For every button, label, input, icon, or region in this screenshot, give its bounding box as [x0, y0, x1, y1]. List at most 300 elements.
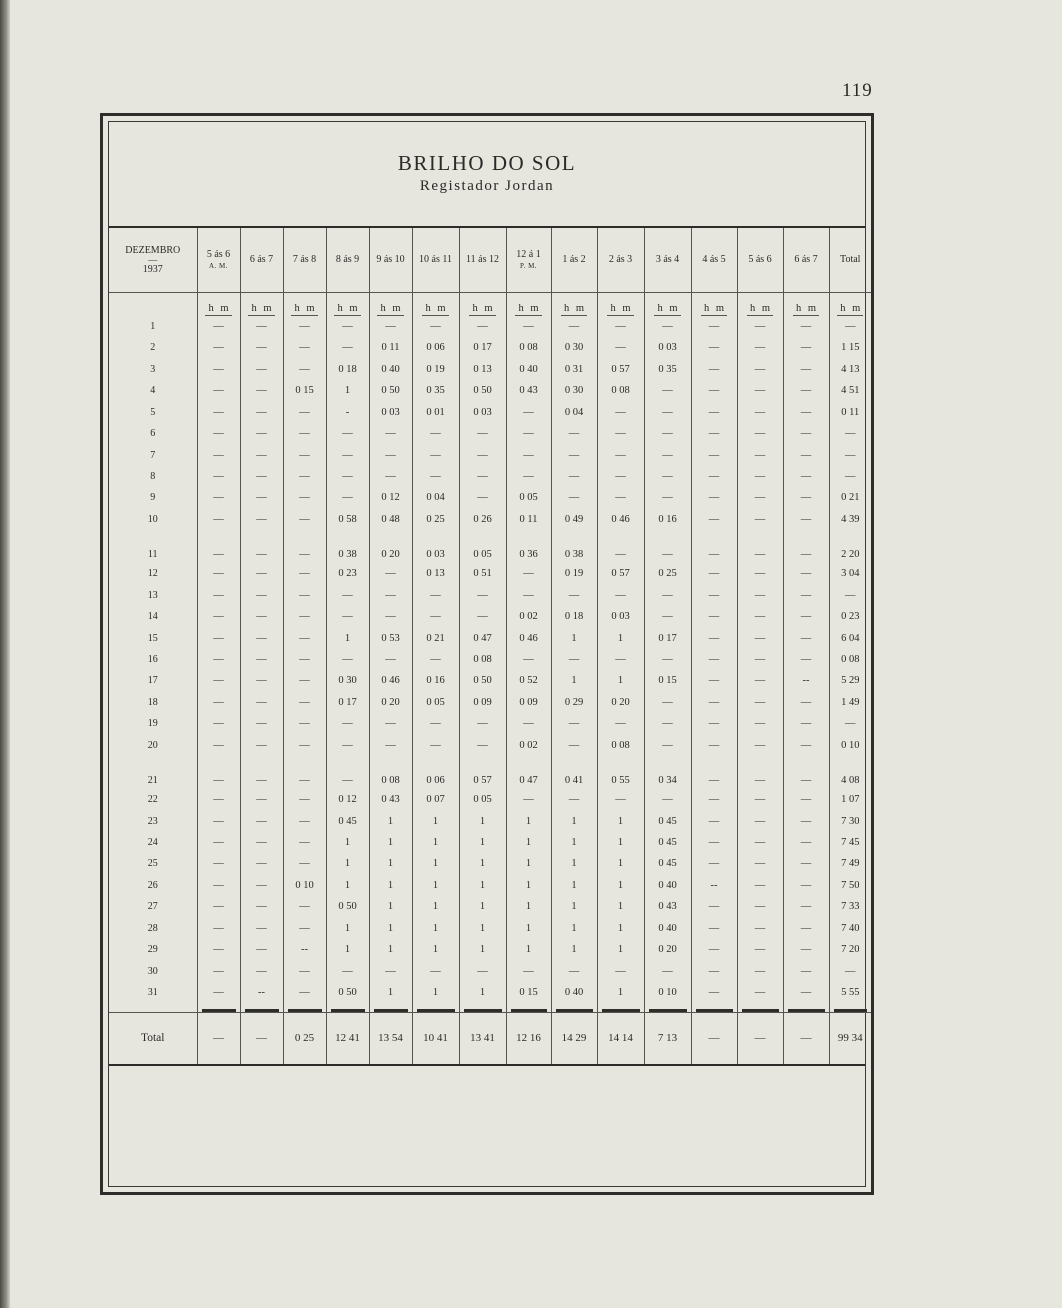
table-cell: — — [326, 444, 369, 465]
table-cell: — — [197, 961, 240, 982]
table-cell: 1 — [412, 939, 459, 960]
table-row — [109, 789, 871, 810]
table-cell: — — [197, 606, 240, 627]
table-cell: — — [240, 649, 283, 670]
table-cell: 0 03 — [597, 606, 644, 627]
table-cell: 1 — [459, 875, 506, 896]
table-cell: — — [737, 756, 783, 789]
table-cell: 0 55 — [597, 756, 644, 789]
table-cell: 0 51 — [459, 563, 506, 584]
unit-label: h m — [205, 303, 231, 316]
table-cell: — — [197, 939, 240, 960]
table-cell: 0 45 — [644, 853, 691, 874]
table-cell: 0 45 — [326, 810, 369, 831]
table-cell: — — [783, 584, 829, 605]
table-cell: — — [197, 918, 240, 939]
table-cell: — — [197, 316, 240, 337]
table-cell: — — [197, 756, 240, 789]
table-cell: 0 57 — [597, 563, 644, 584]
total-separator-cell — [551, 1004, 597, 1013]
table-cell: — — [459, 316, 506, 337]
unit-cell — [369, 293, 412, 316]
table-cell: — — [691, 423, 737, 444]
table-cell: — — [691, 735, 737, 756]
table-cell: 7 30 — [829, 810, 871, 831]
table-cell: 0 46 — [597, 509, 644, 530]
table-cell: — — [783, 606, 829, 627]
month-separator: — — [148, 255, 158, 265]
table-cell: — — [197, 789, 240, 810]
day-number: 27 — [147, 901, 158, 913]
table-cell: 0 13 — [412, 563, 459, 584]
table-cell: — — [197, 832, 240, 853]
table-row — [109, 939, 871, 960]
table-cell: 0 12 — [326, 789, 369, 810]
table-cell: — — [644, 444, 691, 465]
table-cell: — — [369, 713, 412, 734]
table-cell: 1 — [369, 918, 412, 939]
unit-cell — [829, 293, 871, 316]
table-cell: — — [737, 380, 783, 401]
day-number: 15 — [147, 632, 158, 644]
table-cell: — — [691, 832, 737, 853]
table-cell: 1 — [369, 832, 412, 853]
total-cell: — — [783, 1012, 829, 1064]
table-cell: — — [326, 466, 369, 487]
total-separator-cell — [283, 1004, 326, 1013]
total-cell: 99 34 — [829, 1012, 871, 1064]
unit-cell — [326, 293, 369, 316]
total-separator-cell — [240, 1004, 283, 1013]
table-cell: 1 — [551, 896, 597, 917]
table-cell: — — [737, 466, 783, 487]
table-cell: 1 — [369, 875, 412, 896]
table-cell: 7 33 — [829, 896, 871, 917]
unit-label: h m — [607, 303, 633, 316]
table-cell: 1 — [412, 875, 459, 896]
table-cell: — — [597, 423, 644, 444]
table-cell: — — [737, 832, 783, 853]
table-row — [109, 756, 871, 789]
table-cell: — — [506, 563, 551, 584]
table-row — [109, 627, 871, 648]
table-cell: — — [737, 316, 783, 337]
table-cell: 1 — [506, 875, 551, 896]
table-cell: — — [197, 337, 240, 358]
table-cell: 0 23 — [829, 606, 871, 627]
table-cell: — — [829, 961, 871, 982]
unit-cell — [240, 293, 283, 316]
table-cell: 0 52 — [506, 670, 551, 691]
table-cell: — — [412, 584, 459, 605]
table-cell: — — [783, 789, 829, 810]
table-cell: 1 — [506, 853, 551, 874]
table-cell: 0 02 — [506, 606, 551, 627]
table-cell: — — [412, 713, 459, 734]
table-cell: 1 — [459, 853, 506, 874]
column-header-label: 1 ás 2 — [562, 254, 586, 266]
table-cell: — — [829, 316, 871, 337]
day-number: 8 — [150, 471, 156, 483]
table-cell: — — [240, 584, 283, 605]
table-cell: — — [737, 358, 783, 379]
table-cell: — — [551, 735, 597, 756]
table-cell: — — [737, 789, 783, 810]
table-cell: — — [240, 337, 283, 358]
table-cell: — — [691, 713, 737, 734]
units-row — [109, 293, 871, 316]
table-cell: 0 41 — [551, 756, 597, 789]
table-cell: — — [597, 337, 644, 358]
table-cell: — — [283, 832, 326, 853]
table-cell: — — [783, 756, 829, 789]
table-cell: — — [737, 735, 783, 756]
table-cell: — — [240, 466, 283, 487]
table-cell: 1 07 — [829, 789, 871, 810]
unit-label: h m — [654, 303, 680, 316]
table-cell: 0 21 — [829, 487, 871, 508]
table-cell: — — [197, 692, 240, 713]
table-cell: — — [783, 627, 829, 648]
total-cell: 7 13 — [644, 1012, 691, 1064]
table-cell: — — [551, 487, 597, 508]
table-cell: — — [597, 487, 644, 508]
table-cell: 1 — [597, 810, 644, 831]
table-cell: 1 — [551, 853, 597, 874]
table-cell: — — [783, 982, 829, 1003]
table-cell: 1 — [326, 380, 369, 401]
total-cell: 12 41 — [326, 1012, 369, 1064]
table-cell: — — [691, 563, 737, 584]
table-cell: 1 — [326, 918, 369, 939]
table-cell: — — [197, 487, 240, 508]
table-cell: 1 — [369, 810, 412, 831]
table-cell: — — [783, 423, 829, 444]
table-cell: 1 — [597, 853, 644, 874]
table-cell: — — [691, 810, 737, 831]
table-cell: 0 46 — [369, 670, 412, 691]
table-cell: 0 10 — [644, 982, 691, 1003]
table-cell: 0 40 — [369, 358, 412, 379]
table-cell: 0 03 — [459, 401, 506, 422]
table-cell: — — [326, 735, 369, 756]
column-header-label: 7 ás 8 — [292, 254, 317, 266]
table-cell: — — [506, 444, 551, 465]
table-cell: — — [829, 444, 871, 465]
table-cell: — — [783, 939, 829, 960]
column-header — [506, 228, 551, 293]
table-cell: — — [506, 423, 551, 444]
table-cell: — — [283, 692, 326, 713]
table-cell: — — [644, 713, 691, 734]
table-cell: — — [197, 466, 240, 487]
table-cell: — — [412, 649, 459, 670]
table-cell: — — [737, 337, 783, 358]
table-cell: — — [506, 316, 551, 337]
table-cell: — — [240, 487, 283, 508]
day-number: 9 — [150, 492, 156, 504]
day-number: 31 — [147, 987, 158, 999]
table-cell: — — [783, 896, 829, 917]
day-number: 4 — [150, 385, 156, 397]
table-cell: — — [783, 358, 829, 379]
table-cell: 4 13 — [829, 358, 871, 379]
table-cell: — — [691, 530, 737, 563]
table-cell: 1 — [459, 939, 506, 960]
table-cell: 0 50 — [326, 896, 369, 917]
table-cell: — — [737, 961, 783, 982]
day-number: 2 — [150, 342, 156, 354]
table-cell: 0 20 — [597, 692, 644, 713]
table-cell: — — [691, 982, 737, 1003]
table-cell: 1 — [597, 918, 644, 939]
table-row — [109, 832, 871, 853]
table-cell: 7 20 — [829, 939, 871, 960]
bottom-rule — [109, 1064, 865, 1066]
year-label: 1937 — [142, 264, 163, 275]
table-cell: — — [691, 316, 737, 337]
table-cell: — — [326, 337, 369, 358]
table-cell: — — [551, 423, 597, 444]
unit-label: h m — [334, 303, 360, 316]
total-separator-cell — [326, 1004, 369, 1013]
table-row — [109, 316, 871, 337]
table-cell: 1 — [459, 896, 506, 917]
table-cell: 1 — [412, 853, 459, 874]
table-cell: — — [283, 713, 326, 734]
table-cell: — — [506, 961, 551, 982]
table-cell: — — [737, 444, 783, 465]
table-cell: — — [737, 509, 783, 530]
day-number: 16 — [147, 654, 158, 666]
day-number: 24 — [147, 837, 158, 849]
table-cell: 1 — [369, 896, 412, 917]
table-cell: — — [829, 713, 871, 734]
table-cell: — — [737, 692, 783, 713]
table-cell: 5 29 — [829, 670, 871, 691]
table-cell: — — [369, 735, 412, 756]
table-cell: — — [597, 789, 644, 810]
table-cell: — — [737, 563, 783, 584]
table-cell: — — [644, 487, 691, 508]
table-cell: 1 15 — [829, 337, 871, 358]
table-cell: — — [737, 584, 783, 605]
table-cell: 1 — [412, 832, 459, 853]
table-cell: — — [283, 316, 326, 337]
total-separator-cell — [197, 1004, 240, 1013]
table-cell: 0 10 — [283, 875, 326, 896]
table-cell: 0 03 — [412, 530, 459, 563]
table-cell: 0 16 — [644, 509, 691, 530]
unit-label: h m — [747, 303, 773, 316]
table-cell: 7 50 — [829, 875, 871, 896]
table-cell: 0 01 — [412, 401, 459, 422]
column-header-label: 12 á 1 — [516, 248, 541, 260]
table-cell: — — [783, 563, 829, 584]
table-cell: — — [240, 735, 283, 756]
table-cell: 0 05 — [459, 530, 506, 563]
table-cell: — — [691, 509, 737, 530]
table-cell: 0 08 — [369, 756, 412, 789]
table-cell: — — [283, 756, 326, 789]
day-number: 12 — [147, 568, 158, 580]
table-cell: 1 — [412, 810, 459, 831]
table-cell: — — [197, 810, 240, 831]
table-cell: — — [459, 487, 506, 508]
table-cell: — — [283, 423, 326, 444]
page-subtitle: Registador Jordan — [419, 178, 555, 194]
unit-cell — [551, 293, 597, 316]
table-cell: — — [737, 982, 783, 1003]
table-cell: — — [283, 961, 326, 982]
unit-cell — [283, 293, 326, 316]
table-cell: — — [369, 466, 412, 487]
table-cell: — — [369, 444, 412, 465]
table-cell: -- — [240, 982, 283, 1003]
table-cell: 0 45 — [644, 832, 691, 853]
table-cell: 0 57 — [597, 358, 644, 379]
table-cell: — — [506, 713, 551, 734]
total-separator-cell — [412, 1004, 459, 1013]
table-cell: — — [691, 444, 737, 465]
table-cell: — — [412, 466, 459, 487]
table-cell: 0 25 — [412, 509, 459, 530]
table-cell: 1 — [506, 939, 551, 960]
table-cell: — — [783, 735, 829, 756]
column-header-label: 3 ás 4 — [655, 254, 680, 266]
total-cell: — — [240, 1012, 283, 1064]
table-cell: 0 30 — [326, 670, 369, 691]
table-cell: — — [240, 670, 283, 691]
table-cell: — — [691, 358, 737, 379]
day-number: 18 — [147, 696, 158, 708]
table-cell: — — [283, 487, 326, 508]
table-cell: 1 — [597, 832, 644, 853]
table-cell: 0 03 — [369, 401, 412, 422]
total-cell: 0 25 — [283, 1012, 326, 1064]
table-cell: — — [412, 606, 459, 627]
table-cell: — — [551, 713, 597, 734]
table-cell: — — [283, 789, 326, 810]
table-cell: 0 40 — [551, 982, 597, 1003]
table-cell: — — [283, 627, 326, 648]
table-cell: — — [240, 316, 283, 337]
table-cell: 1 — [369, 982, 412, 1003]
column-header — [597, 228, 644, 293]
table-cell: — — [369, 316, 412, 337]
table-cell: — — [737, 810, 783, 831]
total-separator-cell — [691, 1004, 737, 1013]
table-cell: 1 — [412, 896, 459, 917]
table-cell: — — [240, 444, 283, 465]
day-number: 7 — [150, 449, 156, 461]
table-cell: -- — [783, 670, 829, 691]
table-cell: — — [326, 487, 369, 508]
table-cell: 1 — [326, 627, 369, 648]
table-cell: — — [783, 509, 829, 530]
table-cell: 0 06 — [412, 756, 459, 789]
table-cell: — — [691, 337, 737, 358]
unit-label: h m — [291, 303, 317, 316]
table-cell: 1 — [506, 810, 551, 831]
table-cell: — — [783, 649, 829, 670]
table-cell: — — [283, 982, 326, 1003]
table-cell: 0 35 — [412, 380, 459, 401]
table-row — [109, 563, 871, 584]
table-cell: — — [197, 563, 240, 584]
table-cell: 0 18 — [551, 606, 597, 627]
column-header-label: 9 ás 10 — [376, 254, 405, 266]
table-cell: — — [459, 713, 506, 734]
title-box — [109, 122, 865, 228]
unit-cell — [506, 293, 551, 316]
column-header-label: 8 ás 9 — [335, 254, 360, 266]
table-cell: 0 43 — [644, 896, 691, 917]
unit-label: h m — [422, 303, 448, 316]
column-header-label: 5 ás 6 — [748, 254, 772, 266]
table-cell: — — [691, 939, 737, 960]
unit-cell — [783, 293, 829, 316]
table-cell: — — [326, 584, 369, 605]
table-cell: — — [597, 316, 644, 337]
table-cell: 0 08 — [829, 649, 871, 670]
table-cell: 0 04 — [551, 401, 597, 422]
column-header — [197, 228, 240, 293]
column-header — [283, 228, 326, 293]
day-number: 20 — [147, 739, 158, 751]
table-cell: — — [197, 380, 240, 401]
table-cell: 1 — [597, 875, 644, 896]
table-cell: — — [240, 380, 283, 401]
table-cell: 0 19 — [412, 358, 459, 379]
table-cell: 0 13 — [459, 358, 506, 379]
table-cell: — — [597, 401, 644, 422]
table-cell: 0 16 — [412, 670, 459, 691]
column-header — [240, 228, 283, 293]
day-number: 21 — [147, 774, 158, 786]
table-body — [109, 293, 871, 1065]
table-cell: — — [506, 584, 551, 605]
table-cell: 0 31 — [551, 358, 597, 379]
table-cell: — — [691, 401, 737, 422]
table-cell: — — [691, 606, 737, 627]
table-cell: 0 26 — [459, 509, 506, 530]
table-cell: — — [240, 896, 283, 917]
table-cell: 0 19 — [551, 563, 597, 584]
table-row — [109, 982, 871, 1003]
table-cell: — — [326, 606, 369, 627]
unit-cell — [197, 293, 240, 316]
table-row — [109, 875, 871, 896]
unit-cell — [597, 293, 644, 316]
table-row — [109, 961, 871, 982]
column-header — [326, 228, 369, 293]
table-cell: 1 — [551, 939, 597, 960]
table-row — [109, 466, 871, 487]
table-cell: — — [369, 423, 412, 444]
table-cell: 0 05 — [459, 789, 506, 810]
column-header — [459, 228, 506, 293]
table-cell: 1 — [551, 832, 597, 853]
total-cell: 14 29 — [551, 1012, 597, 1064]
table-cell: — — [283, 563, 326, 584]
table-cell: 0 17 — [459, 337, 506, 358]
table-cell: — — [551, 466, 597, 487]
table-cell: — — [644, 466, 691, 487]
table-cell: 1 — [551, 875, 597, 896]
table-cell: — — [283, 466, 326, 487]
table-cell: — — [197, 530, 240, 563]
